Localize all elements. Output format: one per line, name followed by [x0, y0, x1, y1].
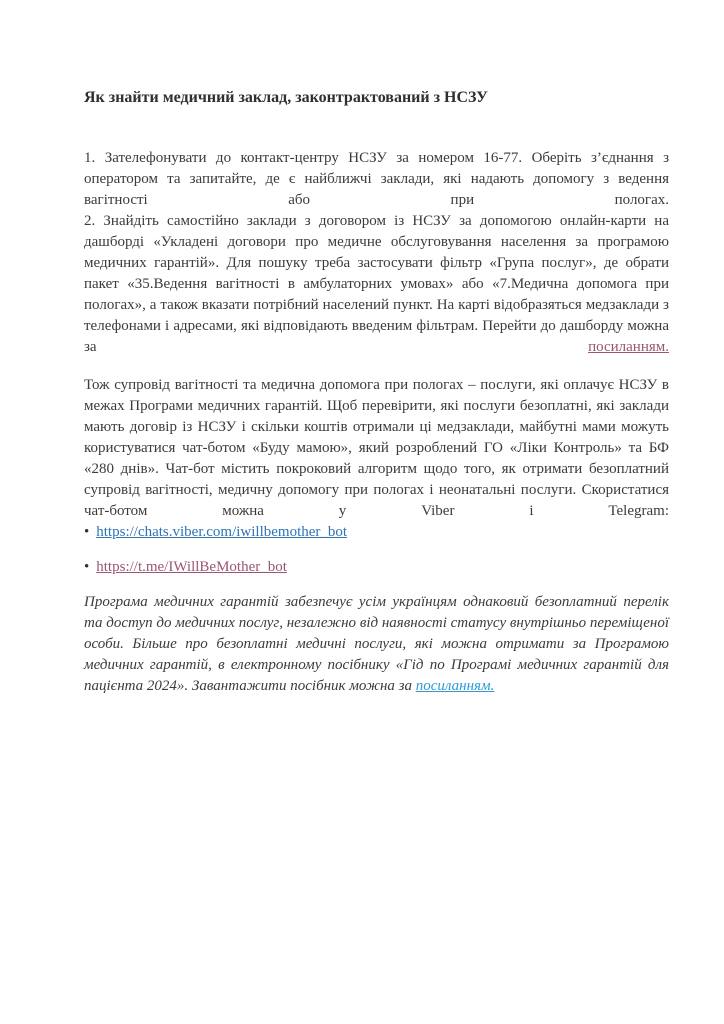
dashboard-link[interactable]: посиланням. — [588, 339, 669, 355]
step-2-paragraph — [84, 211, 669, 358]
viber-bot-link[interactable]: https://chats.viber.com/iwillbemother_bot — [96, 524, 348, 540]
list-item-telegram — [84, 557, 669, 578]
document-content — [84, 88, 669, 697]
bullet-icon: • — [84, 524, 90, 540]
document-title: Як знайти медичний заклад, законтрактований з НСЗУ — [84, 89, 488, 106]
step-2-text: 2. Знайдіть самостійно заклади з договором із НСЗУ за допомогою онлайн-карти на дашборді «Укладені договори про медичне обслуговування населення за програмою медичних гарантій». Для пошуку треба застосувати фільтр «Група послуг», де обрати пакет «35.Ведення вагітності в амбулаторних умовах» або «7.Медична допомога при пологах», а також вказати потрібний населений пункт. На карті відобразяться медзаклади з телефонами і адресами, які відповідають введеним фільтрам. Перейти до дашборду можна за — [84, 213, 669, 355]
step-1-text: 1. Зателефонувати до контакт-центру НСЗУ за номером 16-77. Оберіть з’єднання з оператором та запитайте, де є найближчі заклади, які надають допомогу з ведення вагітності або при пологах. — [84, 150, 669, 208]
list-item-viber — [84, 522, 669, 543]
guide-paragraph — [84, 592, 669, 697]
bullet-icon: • — [84, 559, 90, 575]
step-1-paragraph — [84, 148, 669, 211]
guide-download-link[interactable]: посиланням. — [415, 678, 495, 694]
telegram-bot-link[interactable]: https://t.me/IWillBeMother_bot — [96, 559, 287, 575]
chatbot-paragraph: Тож супровід вагітності та медична допомога при пологах – послуги, які оплачує НСЗУ в межах Програми медичних гарантій. Щоб перевірити, які послуги безоплатні, які заклади мають договір із НСЗУ і скільки коштів отримали ці медзаклади, майбутні мами можуть користуватися чат-ботом «Буду мамою», який розроблений ГО «Ліки Контроль» та БФ «280 днів». Чат-бот містить покроковий алгоритм щодо того, як отримати безоплатний супровід вагітності, медичну допомогу при пологах і неонатальні послуги. Скористатися чат-ботом можна у Viber і Telegram: — [84, 377, 669, 519]
guide-paragraph-text: Програма медичних гарантій забезпечує усім українцям однаковий безоплатний перелік та доступ до медичних послуг, незалежно від наявності статусу внутрішньо переміщеної особи. Більше про безоплатні медичні послуги, які можна отримати за Програмою медичних гарантій, в електронному посібнику «Гід по Програмі медичних гарантій для пацієнта 2024». Завантажити посібник можна за — [84, 594, 669, 694]
